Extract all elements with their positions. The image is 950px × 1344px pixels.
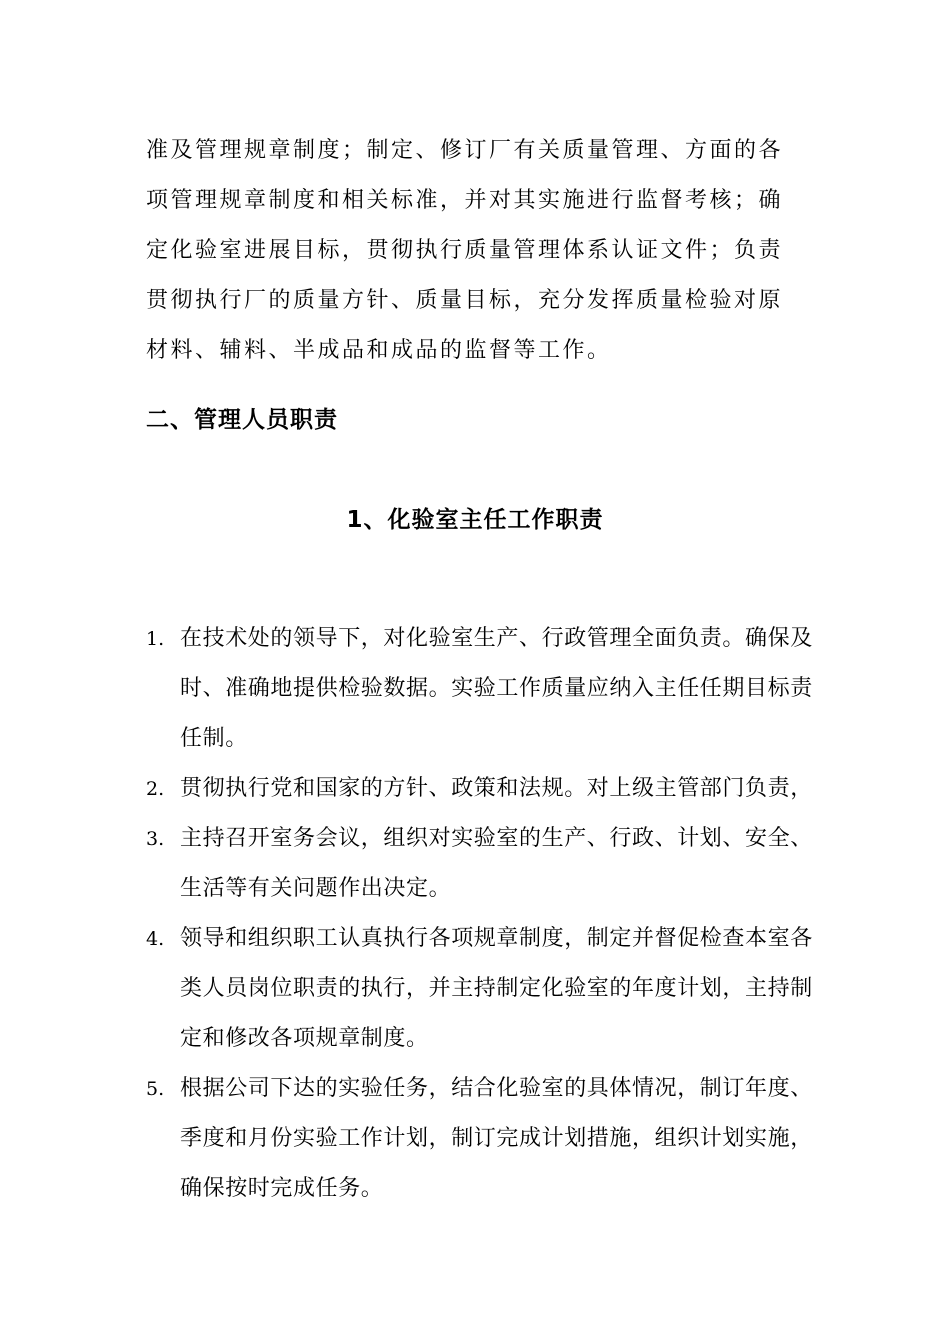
list-item-number: 5. bbox=[146, 1078, 165, 1100]
list-item bbox=[146, 914, 816, 1064]
section-heading: 二、管理人员职责 bbox=[146, 407, 338, 433]
list-item-text: 在技术处的领导下，对化验室生产、行政管理全面负责。确保及时、准确地提供检验数据。实验工作质量应纳入主任任期目标责任制。 bbox=[180, 626, 813, 751]
list-item-number: 2. bbox=[146, 778, 165, 800]
list-item-text: 根据公司下达的实验任务，结合化验室的具体情况，制订年度、季度和月份实验工作计划，制订完成计划措施，组织计划实施，确保按时完成任务。 bbox=[180, 1076, 813, 1201]
intro-paragraph: 准及管理规章制度；制定、修订厂有关质量管理、方面的各项管理规章制度和相关标准，并对其实施进行监督考核；确定化验室进展目标，贯彻执行质量管理体系认证文件；负责贯彻执行厂的质量方针、质量目标，充分发挥质量检验对原材料、辅料、半成品和成品的监督等工作。 bbox=[146, 138, 784, 363]
list-item-text: 领导和组织职工认真执行各项规章制度，制定并督促检查本室各类人员岗位职责的执行，并主持制定化验室的年度计划，主持制定和修改各项规章制度。 bbox=[180, 926, 813, 1051]
list-item-number: 4. bbox=[146, 928, 165, 950]
duties-list bbox=[146, 614, 816, 1214]
list-item-text: 主持召开室务会议，组织对实验室的生产、行政、计划、安全、生活等有关问题作出决定。 bbox=[180, 826, 813, 901]
sub-heading: 1、化验室主任工作职责 bbox=[346, 507, 604, 533]
list-item-number: 1. bbox=[146, 628, 165, 650]
list-item bbox=[146, 1064, 816, 1214]
list-item bbox=[146, 764, 816, 814]
list-item bbox=[146, 614, 816, 764]
list-item-number: 3. bbox=[146, 828, 165, 850]
list-item-text: 贯彻执行党和国家的方针、政策和法规。对上级主管部门负责， bbox=[180, 776, 813, 801]
list-item bbox=[146, 814, 816, 914]
